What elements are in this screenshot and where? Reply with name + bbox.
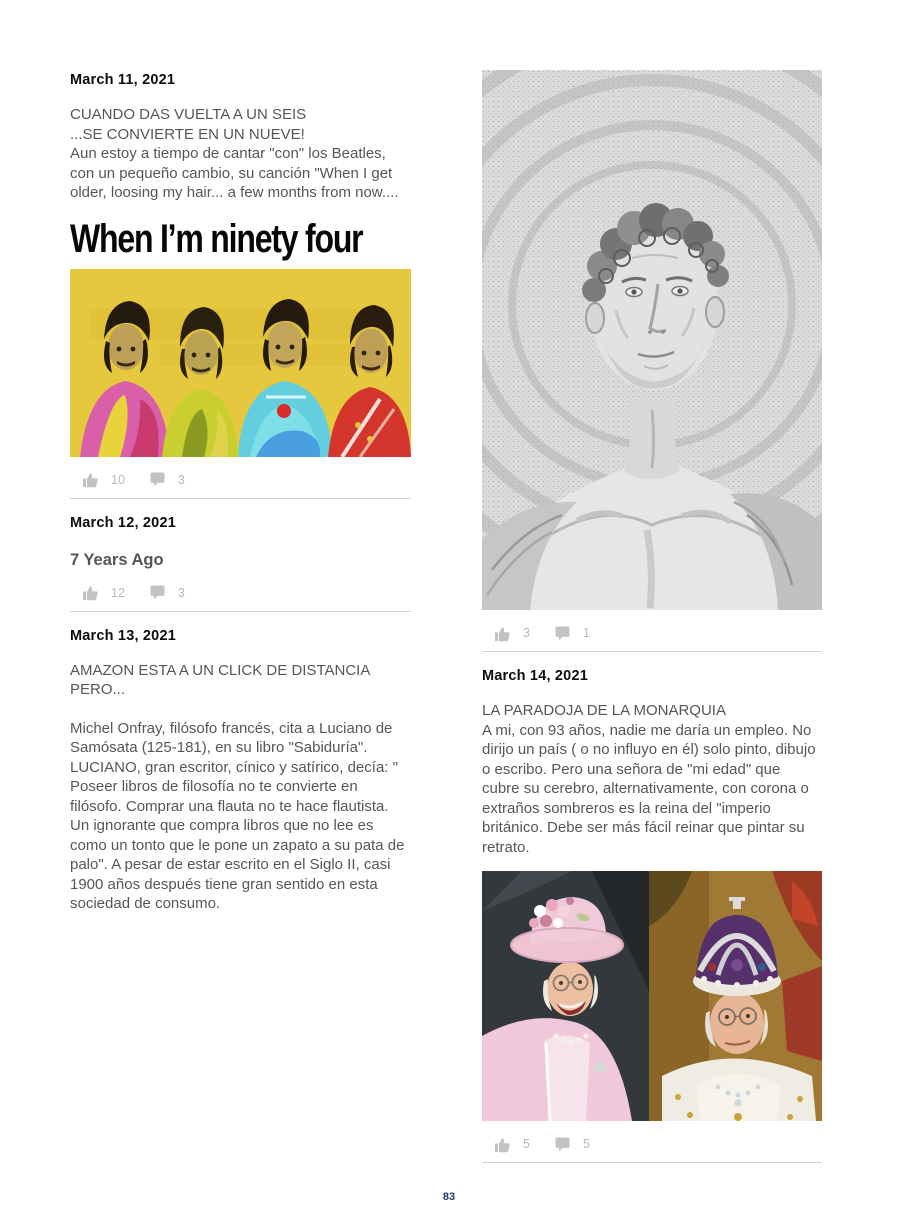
post-meta [482, 1135, 822, 1153]
post-date: March 14, 2021 [482, 668, 588, 684]
comment-count: 3 [177, 585, 185, 600]
post-text: Aun estoy a tiempo de cantar "con" los Beatles, con un pequeño cambio, su canción "When I get older, loosing my hair... a few months from now.... [70, 145, 399, 201]
comment-count: 1 [582, 626, 590, 640]
post-line-1: CUANDO DAS VUELTA A UN SEIS [70, 106, 307, 123]
post-date: March 13, 2021 [70, 627, 176, 644]
like-count: 10 [111, 472, 125, 487]
post-march-14 [482, 668, 822, 1163]
divider [70, 498, 411, 499]
post-body [482, 701, 822, 857]
thumbs-up-icon [494, 1136, 511, 1153]
thumbs-up-icon [82, 584, 99, 601]
post-title: 7 Years Ago [70, 550, 164, 569]
post-meta [482, 624, 822, 642]
post-march-12 [70, 515, 411, 612]
comment-count: 3 [177, 472, 185, 487]
post-subtitle: AMAZON ESTA A UN CLICK DE DISTANCIA PERO... [70, 661, 370, 698]
post-march-11 [70, 72, 411, 499]
post-march-13 [70, 628, 411, 914]
post-march-13-continued [482, 70, 822, 652]
post-date: March 12, 2021 [70, 514, 176, 531]
comment-count: 5 [582, 1137, 590, 1151]
song-title-headline: When I’m ninety four [70, 216, 363, 261]
post-date: March 11, 2021 [70, 72, 176, 88]
post-meta [70, 471, 411, 489]
comment-icon [554, 1136, 571, 1153]
post-text: A mi, con 93 años, nadie me daría un empleo. No dirijo un país ( o no influyo en él) solo pinto, dibujo o escribo. Pero una señora de "mi edad" que cubre su cerebro, alternativamente, con corona o extraños sombreros es la reina del "imperio británico. Debe ser más fácil reinar que pintar su retrato. [482, 721, 816, 856]
comment-icon [554, 625, 571, 642]
divider [482, 1162, 822, 1163]
thumbs-up-icon [82, 471, 99, 488]
post-text: Michel Onfray, filósofo francés, cita a Luciano de Samósata (125-181), en su libro "Sabiduría". LUCIANO, gran escritor, cínico y satírico, decía: " Poseer libros de filosofía no te convierte en filósofo. Comprar una flauta no te hace flautista. Un ignorante que compra libros que no lee es como un tonto que le pone un zapato a su pata de palo". A pesar de estar escrito en el Siglo II, casi 1900 años después tiene gran sentido en esta sociedad de consumo. [70, 719, 405, 912]
right-column [482, 0, 822, 1179]
like-count: 5 [523, 1137, 530, 1151]
queen-elizabeth-photos-image [482, 871, 822, 1121]
beatles-pop-art-image [70, 269, 411, 457]
page-number: 83 [442, 1191, 456, 1203]
post-meta [70, 584, 411, 602]
lucian-engraving-bust-image [482, 70, 822, 610]
comment-icon [149, 584, 166, 601]
post-subtitle: LA PARADOJA DE LA MONARQUIA [482, 702, 726, 719]
like-count: 12 [111, 585, 125, 600]
left-column [70, 0, 411, 914]
comment-icon [149, 471, 166, 488]
like-count: 3 [523, 626, 530, 640]
post-line-2: ...SE CONVIERTE EN UN NUEVE! [70, 125, 305, 143]
divider [482, 651, 822, 652]
post-body [70, 105, 411, 203]
divider [70, 611, 411, 612]
thumbs-up-icon [494, 625, 511, 642]
